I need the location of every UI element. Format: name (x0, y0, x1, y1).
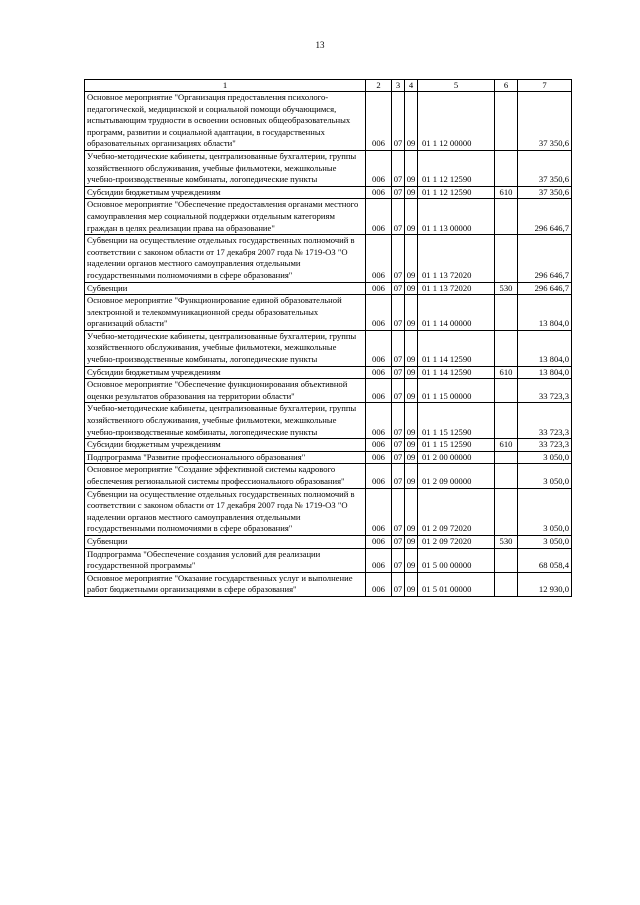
row-name-cell: Основное мероприятие "Функционирование единой образовательной электронной и телекоммуникационной среды образовательных организаций области" (85, 295, 366, 331)
expense-type-cell: 530 (495, 282, 518, 295)
target-article-cell: 01 1 13 72020 (418, 282, 495, 295)
section-code-cell: 07 (392, 488, 405, 535)
expense-type-cell (495, 379, 518, 403)
row-name-cell: Основное мероприятие "Создание эффективной системы кадрового обеспечения региональной системы профессионального образования" (85, 464, 366, 488)
expense-type-cell: 610 (495, 439, 518, 452)
amount-cell: 33 723,3 (518, 439, 572, 452)
column-header: 7 (518, 80, 572, 92)
expense-type-cell: 530 (495, 535, 518, 548)
target-article-cell: 01 1 12 12590 (418, 186, 495, 199)
expense-type-cell (495, 92, 518, 151)
amount-cell: 3 050,0 (518, 488, 572, 535)
ministry-code-cell: 006 (366, 572, 392, 596)
column-header: 4 (405, 80, 418, 92)
target-article-cell: 01 2 09 00000 (418, 464, 495, 488)
amount-cell: 33 723,3 (518, 403, 572, 439)
amount-cell: 68 058,4 (518, 548, 572, 572)
row-name-cell: Субвенции на осуществление отдельных государственных полномочий в соответствии с законом области от 17 декабря 2007 года № 1719-ОЗ "О наделении органов местного самоуправления отдельными государственными полномочиями в сфере образования" (85, 235, 366, 282)
expense-type-cell: 610 (495, 366, 518, 379)
section-code-cell: 07 (392, 548, 405, 572)
table-row (85, 366, 572, 379)
amount-cell: 13 804,0 (518, 366, 572, 379)
target-article-cell: 01 1 12 00000 (418, 92, 495, 151)
ministry-code-cell: 006 (366, 488, 392, 535)
table-row (85, 439, 572, 452)
amount-cell: 13 804,0 (518, 330, 572, 366)
ministry-code-cell: 006 (366, 235, 392, 282)
target-article-cell: 01 1 13 72020 (418, 235, 495, 282)
subsection-code-cell: 09 (405, 295, 418, 331)
section-code-cell: 07 (392, 282, 405, 295)
amount-cell: 296 646,7 (518, 199, 572, 235)
target-article-cell: 01 1 14 12590 (418, 330, 495, 366)
table-row (85, 150, 572, 186)
ministry-code-cell: 006 (366, 199, 392, 235)
section-code-cell: 07 (392, 235, 405, 282)
ministry-code-cell: 006 (366, 464, 392, 488)
subsection-code-cell: 09 (405, 572, 418, 596)
subsection-code-cell: 09 (405, 235, 418, 282)
table-row (85, 451, 572, 464)
section-code-cell: 07 (392, 439, 405, 452)
expense-type-cell (495, 488, 518, 535)
amount-cell: 296 646,7 (518, 282, 572, 295)
row-name-cell: Субвенции (85, 282, 366, 295)
row-name-cell: Подпрограмма "Развитие профессионального образования" (85, 451, 366, 464)
target-article-cell: 01 1 14 00000 (418, 295, 495, 331)
target-article-cell: 01 5 00 00000 (418, 548, 495, 572)
ministry-code-cell: 006 (366, 295, 392, 331)
section-code-cell: 07 (392, 572, 405, 596)
table-row (85, 403, 572, 439)
amount-cell: 37 350,6 (518, 92, 572, 151)
table-row (85, 379, 572, 403)
section-code-cell: 07 (392, 199, 405, 235)
section-code-cell: 07 (392, 464, 405, 488)
expense-type-cell (495, 451, 518, 464)
subsection-code-cell: 09 (405, 379, 418, 403)
amount-cell: 3 050,0 (518, 451, 572, 464)
row-name-cell: Основное мероприятие "Оказание государственных услуг и выполнение работ бюджетными организациями в сфере образования" (85, 572, 366, 596)
amount-cell: 37 350,6 (518, 186, 572, 199)
table-row (85, 282, 572, 295)
table-row (85, 92, 572, 151)
ministry-code-cell: 006 (366, 451, 392, 464)
target-article-cell: 01 1 15 12590 (418, 403, 495, 439)
table-row (85, 488, 572, 535)
section-code-cell: 07 (392, 295, 405, 331)
amount-cell: 37 350,6 (518, 150, 572, 186)
row-name-cell: Субсидии бюджетным учреждениям (85, 366, 366, 379)
expense-type-cell (495, 572, 518, 596)
table-row (85, 186, 572, 199)
expense-type-cell (495, 150, 518, 186)
ministry-code-cell: 006 (366, 366, 392, 379)
subsection-code-cell: 09 (405, 330, 418, 366)
subsection-code-cell: 09 (405, 150, 418, 186)
section-code-cell: 07 (392, 330, 405, 366)
column-header: 2 (366, 80, 392, 92)
target-article-cell: 01 1 13 00000 (418, 199, 495, 235)
subsection-code-cell: 09 (405, 451, 418, 464)
amount-cell: 3 050,0 (518, 535, 572, 548)
subsection-code-cell: 09 (405, 548, 418, 572)
subsection-code-cell: 09 (405, 92, 418, 151)
row-name-cell: Субсидии бюджетным учреждениям (85, 439, 366, 452)
row-name-cell: Основное мероприятие "Организация предоставления психолого-педагогической, медицинской и социальной помощи обучающимся, испытывающим трудности в освоении основных общеобразовательных программ, развитии и социальной адаптации, в государственных образовательных организациях области" (85, 92, 366, 151)
subsection-code-cell: 09 (405, 535, 418, 548)
target-article-cell: 01 2 00 00000 (418, 451, 495, 464)
ministry-code-cell: 006 (366, 186, 392, 199)
subsection-code-cell: 09 (405, 199, 418, 235)
table-row (85, 535, 572, 548)
column-header: 6 (495, 80, 518, 92)
ministry-code-cell: 006 (366, 548, 392, 572)
expense-type-cell (495, 464, 518, 488)
table-row (85, 295, 572, 331)
section-code-cell: 07 (392, 451, 405, 464)
section-code-cell: 07 (392, 403, 405, 439)
subsection-code-cell: 09 (405, 464, 418, 488)
amount-cell: 296 646,7 (518, 235, 572, 282)
expense-type-cell (495, 295, 518, 331)
target-article-cell: 01 2 09 72020 (418, 488, 495, 535)
target-article-cell: 01 2 09 72020 (418, 535, 495, 548)
target-article-cell: 01 5 01 00000 (418, 572, 495, 596)
row-name-cell: Учебно-методические кабинеты, централизованные бухгалтерии, группы хозяйственного обслуживания, учебные фильмотеки, межшкольные учебно-производственные комбинаты, логопедические пункты (85, 330, 366, 366)
ministry-code-cell: 006 (366, 92, 392, 151)
expense-type-cell (495, 235, 518, 282)
column-header: 1 (85, 80, 366, 92)
target-article-cell: 01 1 15 00000 (418, 379, 495, 403)
amount-cell: 33 723,3 (518, 379, 572, 403)
subsection-code-cell: 09 (405, 403, 418, 439)
section-code-cell: 07 (392, 150, 405, 186)
row-name-cell: Основное мероприятие "Обеспечение предоставления органами местного самоуправления мер социальной поддержки отдельным категориям граждан в целях реализации права на образование" (85, 199, 366, 235)
page-number: 13 (315, 40, 325, 50)
table-row (85, 464, 572, 488)
target-article-cell: 01 1 15 12590 (418, 439, 495, 452)
column-header: 3 (392, 80, 405, 92)
table-row (85, 330, 572, 366)
subsection-code-cell: 09 (405, 282, 418, 295)
expense-type-cell (495, 548, 518, 572)
expense-type-cell (495, 330, 518, 366)
ministry-code-cell: 006 (366, 535, 392, 548)
ministry-code-cell: 006 (366, 330, 392, 366)
ministry-code-cell: 006 (366, 282, 392, 295)
row-name-cell: Субвенции (85, 535, 366, 548)
budget-table (84, 79, 572, 597)
row-name-cell: Субвенции на осуществление отдельных государственных полномочий в соответствии с законом области от 17 декабря 2007 года № 1719-ОЗ "О наделении органов местного самоуправления отдельными государственными полномочиями в сфере образования" (85, 488, 366, 535)
amount-cell: 3 050,0 (518, 464, 572, 488)
subsection-code-cell: 09 (405, 366, 418, 379)
row-name-cell: Субсидии бюджетным учреждениям (85, 186, 366, 199)
expense-type-cell (495, 403, 518, 439)
expense-type-cell (495, 199, 518, 235)
column-header: 5 (418, 80, 495, 92)
amount-cell: 12 930,0 (518, 572, 572, 596)
table-row (85, 235, 572, 282)
ministry-code-cell: 006 (366, 379, 392, 403)
ministry-code-cell: 006 (366, 403, 392, 439)
section-code-cell: 07 (392, 186, 405, 199)
table-header-row (85, 80, 572, 92)
section-code-cell: 07 (392, 535, 405, 548)
target-article-cell: 01 1 14 12590 (418, 366, 495, 379)
row-name-cell: Подпрограмма "Обеспечение создания условий для реализации государственной программы" (85, 548, 366, 572)
subsection-code-cell: 09 (405, 488, 418, 535)
table-row (85, 199, 572, 235)
row-name-cell: Учебно-методические кабинеты, централизованные бухгалтерии, группы хозяйственного обслуживания, учебные фильмотеки, межшкольные учебно-производственные комбинаты, логопедические пункты (85, 403, 366, 439)
amount-cell: 13 804,0 (518, 295, 572, 331)
target-article-cell: 01 1 12 12590 (418, 150, 495, 186)
expense-type-cell: 610 (495, 186, 518, 199)
subsection-code-cell: 09 (405, 186, 418, 199)
row-name-cell: Учебно-методические кабинеты, централизованные бухгалтерии, группы хозяйственного обслуживания, учебные фильмотеки, межшкольные учебно-производственные комбинаты, логопедические пункты (85, 150, 366, 186)
table-row (85, 572, 572, 596)
section-code-cell: 07 (392, 366, 405, 379)
table-row (85, 548, 572, 572)
ministry-code-cell: 006 (366, 150, 392, 186)
ministry-code-cell: 006 (366, 439, 392, 452)
section-code-cell: 07 (392, 379, 405, 403)
subsection-code-cell: 09 (405, 439, 418, 452)
section-code-cell: 07 (392, 92, 405, 151)
row-name-cell: Основное мероприятие "Обеспечение функционирования объективной оценки результатов образования на территории области" (85, 379, 366, 403)
